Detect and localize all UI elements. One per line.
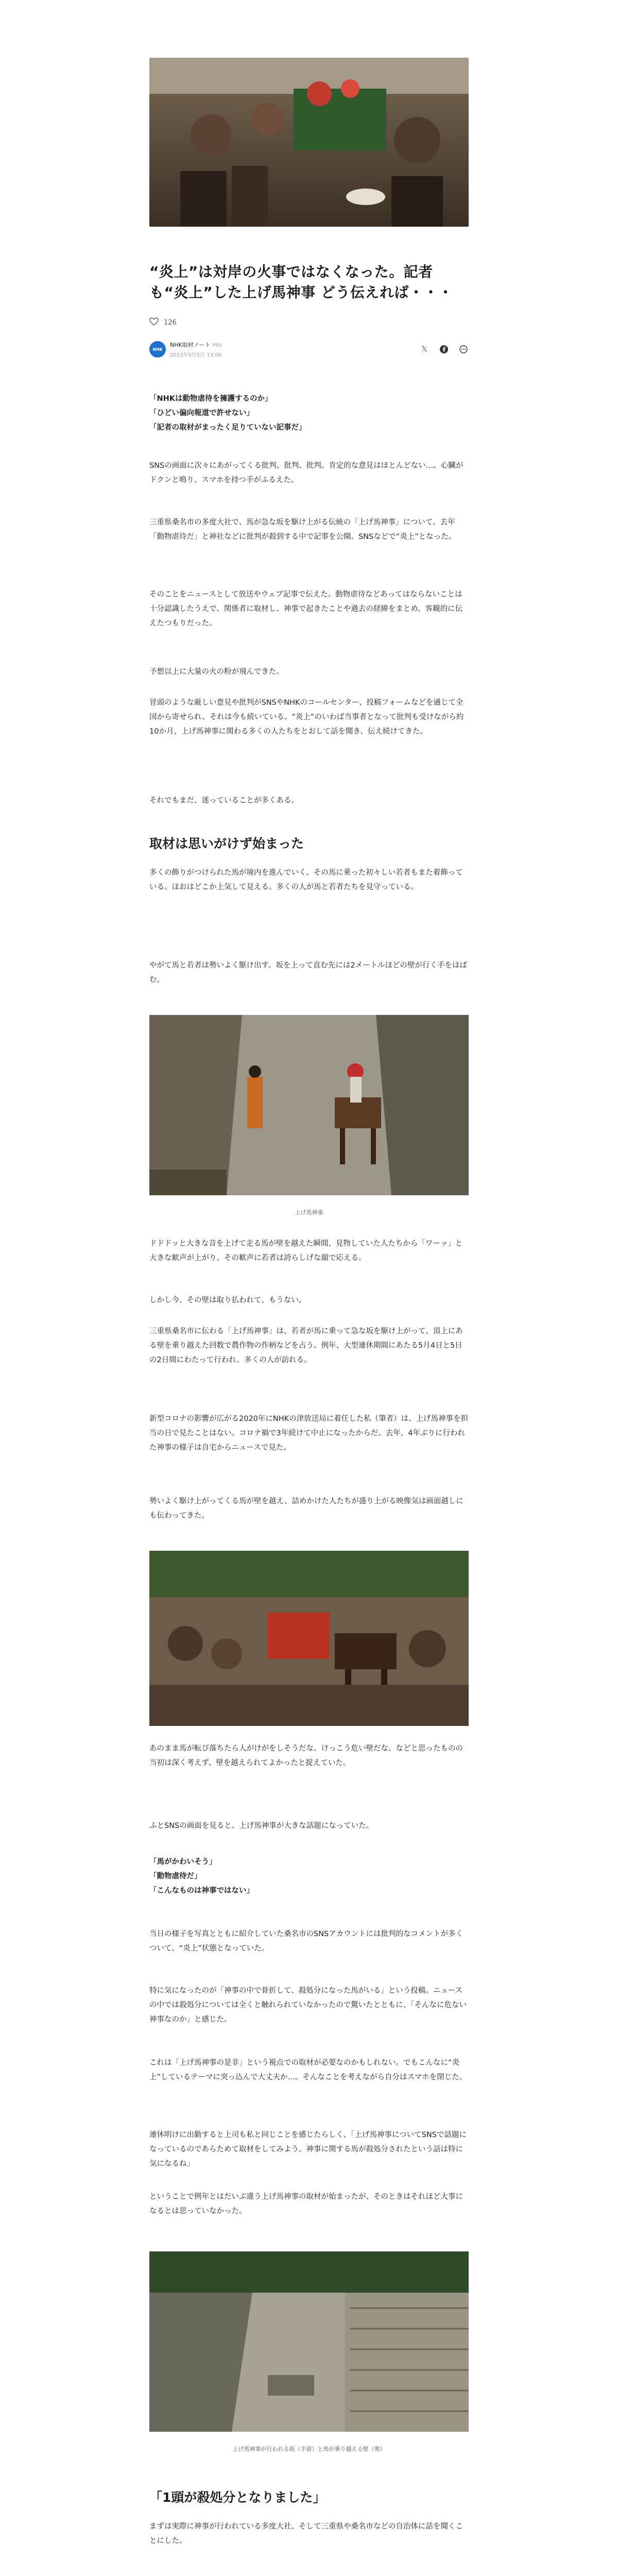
- paragraph: これは「上げ馬神事の是非」という視点での取材が必要なのかもしれない。でもこんなに“炎上”しているテーマに突っ込んで大丈夫か…。そんなことを考えながら自分はスマホを閉じた。: [149, 2059, 467, 2081]
- section-heading: 「1頭が殺処分となりました」: [149, 2490, 326, 2505]
- more-icon[interactable]: [458, 344, 469, 354]
- paragraph: 予想以上に大量の火の粉が飛んできた。: [149, 668, 284, 676]
- quote-line: 「馬がかわいそう」: [149, 1858, 217, 1866]
- paragraph: それでもまだ、迷っていることが多くある。: [149, 796, 299, 805]
- wall-climb-photo: [149, 1551, 469, 1726]
- paragraph: 冒頭のような厳しい意見や批判がSNSやNHKのコールセンター、投稿フォームなどを通じて全国から寄せられ、それは今も続いている。“炎上”のいわば当事者となって批判も受けながら約10か月、上げ馬神事に関わる多くの人たちをとおして話を聞き、伝え続けてきた。: [149, 699, 464, 736]
- paragraph: ふとSNSの画面を見ると、上げ馬神事が大きな話題になっていた。: [149, 1822, 374, 1830]
- opening-quotes: [149, 392, 469, 435]
- paragraph: やがて馬と若者は勢いよく駆け出す。坂を上って直む先には2メートルほどの壁が行く手をはばむ。: [149, 961, 468, 984]
- quote-line: 「こんなものは神事ではない」: [149, 1887, 254, 1895]
- avatar[interactable]: NHK: [149, 341, 166, 358]
- publish-date: 2023年9月5日 13:00: [170, 352, 222, 358]
- image-caption: 上げ馬神事が行われる坂（手前）と馬が乗り越える壁（奥）: [232, 2446, 386, 2452]
- pro-badge: PRO: [212, 343, 222, 348]
- paragraph: ということで例年とはだいぶ違う上げ馬神事の取材が始まったが、そのときはそれほど大事になるとは思っていなかった。: [149, 2193, 463, 2215]
- paragraph: 連休明けに出勤すると上司も私と同じことを感じたらしく、「上げ馬神事についてSNSで話題になっているのであらためて取材をしてみよう。神事に関する馬が殺処分されたという話は特に気になるね」: [149, 2131, 467, 2168]
- paragraph: 特に気になったのが「神事の中で骨折して、殺処分になった馬がいる」という投稿。ニュースの中では殺処分については全くと触れられていなかったので驚いたとともに、「そんなに危ない神事なのか」と感じた。: [149, 1987, 467, 2024]
- paragraph: 新型コロナの影響が広がる2020年にNHKの津放送局に着任した私（筆者）は、上げ馬神事を担当の日で見たことはない。コロナ禍で3年続けて中止になったからだ。去年、4年ぶりに行われた神事の様子は自宅からニュースで見た。: [149, 1415, 469, 1452]
- byline: [149, 339, 469, 360]
- slope-and-wall-photo: [149, 2251, 469, 2432]
- paragraph: 三重県桑名市に伝わる「上げ馬神事」は、若者が馬に乗って急な坂を駆け上がって、頂上にある壁を乗り越えた回数で農作物の作柄などを占う。例年、大型連休期間にあたる5月4日と5日の2日間にわたって行われ、多くの人が訪れる。: [149, 1327, 463, 1364]
- share-bar: [419, 344, 469, 354]
- paragraph: しかし今、その壁は取り払われて、もうない。: [149, 1296, 306, 1304]
- like-area: [149, 317, 177, 328]
- x-icon[interactable]: 𝕏: [421, 345, 427, 353]
- paragraph: 多くの飾りがつけられた馬が境内を進んでいく。その馬に乗った初々しい若者もまた着飾っている。ほおはどこか上気して見える。多くの人が馬と若者たちを見守っている。: [149, 869, 463, 891]
- quote-line: 「NHKは動物虐待を擁護するのか」: [149, 395, 272, 403]
- paragraph: 勢いよく駆け上がってくる馬が壁を越え、詰めかけた人たちが盛り上がる映像気は画面越しにも伝わってきた。: [149, 1497, 464, 1520]
- quote-line: 「ひどい偏向報道で許せない」: [149, 409, 254, 417]
- like-count: 126: [164, 318, 177, 327]
- quote-line: 「記者の取材がまったく足りていない記事だ」: [149, 423, 306, 432]
- article-image: [149, 1015, 469, 1195]
- quote-line: 「動物虐待だ」: [149, 1872, 202, 1880]
- paragraph: SNSの画面に次々にあがってくる批判、批判、批判。肯定的な意見はほとんどない…。心臓がドクンと鳴り、スマホを持つ手がふるえた。: [149, 462, 464, 484]
- paragraph: まずは実際に神事が行われている多度大社、そして三重県や桑名市などの自治体に話を聞くことにした。: [149, 2522, 463, 2545]
- festival-photo: [149, 58, 469, 227]
- paragraph: ドドドッと大きな音を上げて走る馬が壁を越えた瞬間、見物していた人たちから「ワーッ」と大きな歓声が上がり、その歓声に若者は誇らしげな顔で応える。: [149, 1240, 463, 1262]
- paragraph: そのことをニュースとして放送やウェブ記事で伝えた。動物虐待などあってはならないことは十分認識したうえで、関係者に取材し、神事で起きたことや過去の経緯をまとめ、客観的に伝えたつもりだった。: [149, 590, 463, 628]
- article-image: [149, 2251, 469, 2432]
- paragraph: 当日の様子を写真とともに紹介していた桑名市のSNSアカウントには批判的なコメントが多くついて、“炎上”状態となっていた。: [149, 1930, 464, 1953]
- section-heading: 取材は思いがけず始まった: [149, 836, 304, 851]
- article-image: [149, 1551, 469, 1726]
- uphill-horse-photo: [149, 1015, 469, 1195]
- criticism-quotes: [149, 1855, 469, 1898]
- paragraph: 三重県桑名市の多度大社で、馬が急な坂を駆け上がる伝統の「上げ馬神事」について、去年「動物虐待だ」と神社などに批判が殺到する中で記事を公開。SNSなどで“炎上”となった。: [149, 518, 456, 541]
- hero-image: [149, 58, 469, 227]
- facebook-icon[interactable]: [439, 344, 449, 354]
- author-name[interactable]: NHK取材ノート PRO: [170, 342, 222, 348]
- heart-icon[interactable]: [149, 317, 159, 328]
- image-caption: 上げ馬神事: [295, 1209, 323, 1216]
- article-title: “炎上”は対岸の火事ではなくなった。記者も“炎上”した上げ馬神事 どう伝えれば・・・: [149, 263, 453, 301]
- paragraph: あのまま馬が転び落ちたら人がけがをしそうだな、けっこう危い壁だな、などと思ったものの当初は深く考えず、壁を越えられてよかったと捉えていた。: [149, 1744, 463, 1767]
